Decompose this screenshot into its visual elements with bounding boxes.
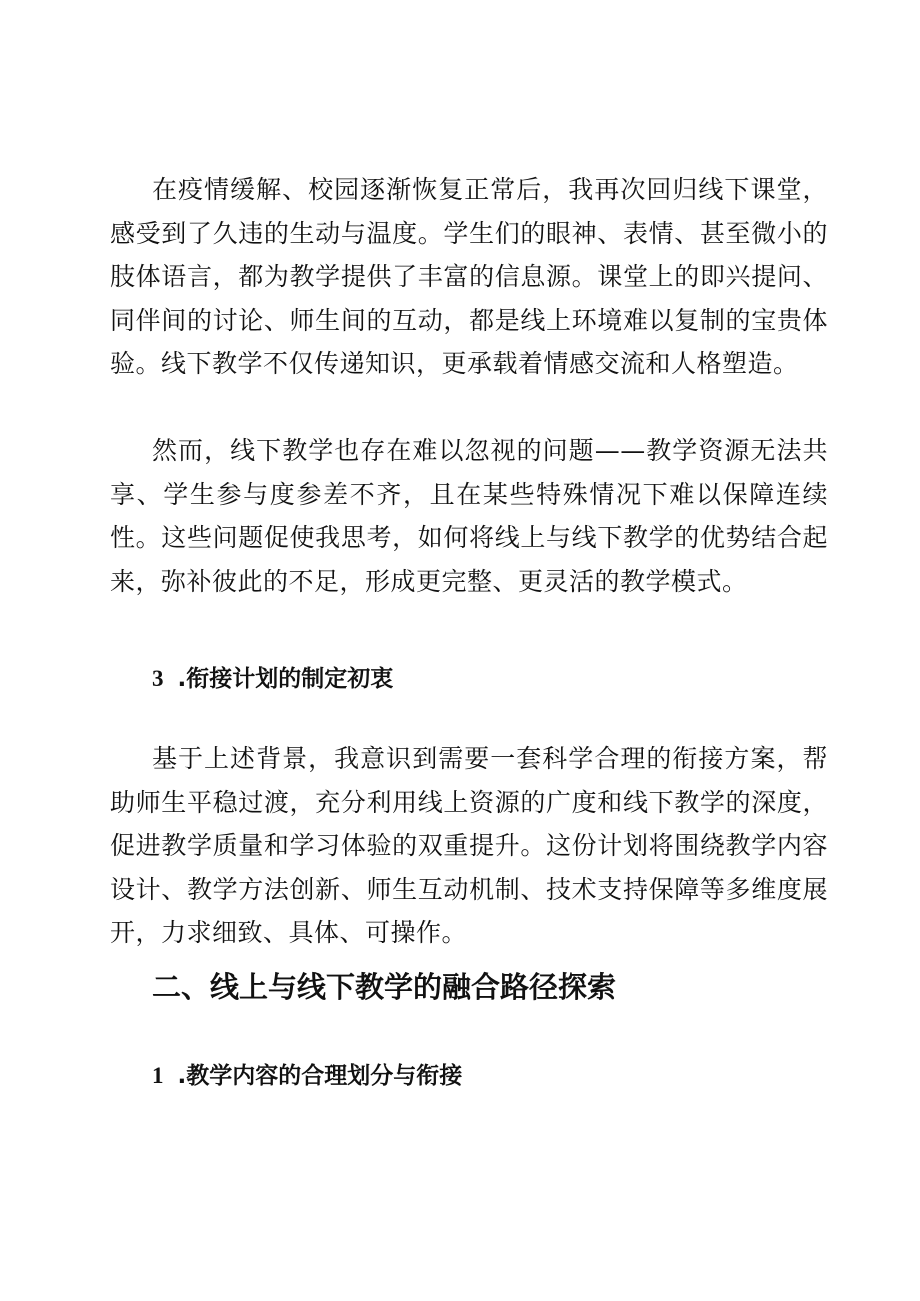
paragraph-offline-problems: 然而，线下教学也存在难以忽视的问题——教学资源无法共享、学生参与度参差不齐，且在某些特殊情况下难以保障连续性。这些问题促使我思考，如何将线上与线下教学的优势结合起来，弥补彼此的不足，形成更完整、更灵活的教学模式。 <box>110 436 828 596</box>
subheading-plan-purpose <box>152 664 393 694</box>
subheading-text: .衔接计划的制定初衷 <box>177 666 394 692</box>
subheading-content-division <box>152 1061 462 1091</box>
paragraph-plan-background: 基于上述背景，我意识到需要一套科学合理的衔接方案，帮助师生平稳过渡，充分利用线上资源的广度和线下教学的深度，促进教学质量和学习体验的双重提升。这份计划将围绕教学内容设计、教学方法创新、师生互动机制、技术支持保障等多维度展开，力求细致、具体、可操作。 <box>110 744 828 947</box>
section-heading-integration: 二、线上与线下教学的融合路径探索 <box>152 970 617 1004</box>
subheading-number: 3 <box>152 666 164 691</box>
subheading-text: .教学内容的合理划分与衔接 <box>177 1063 463 1089</box>
subheading-number: 1 <box>152 1063 164 1088</box>
paragraph-offline-return: 在疫情缓解、校园逐渐恢复正常后，我再次回归线下课堂，感受到了久违的生动与温度。学生们的眼神、表情、甚至微小的肢体语言，都为教学提供了丰富的信息源。课堂上的即兴提问、同伴间的讨论、师生间的互动，都是线上环境难以复制的宝贵体验。线下教学不仅传递知识，更承载着情感交流和人格塑造。 <box>110 175 828 378</box>
